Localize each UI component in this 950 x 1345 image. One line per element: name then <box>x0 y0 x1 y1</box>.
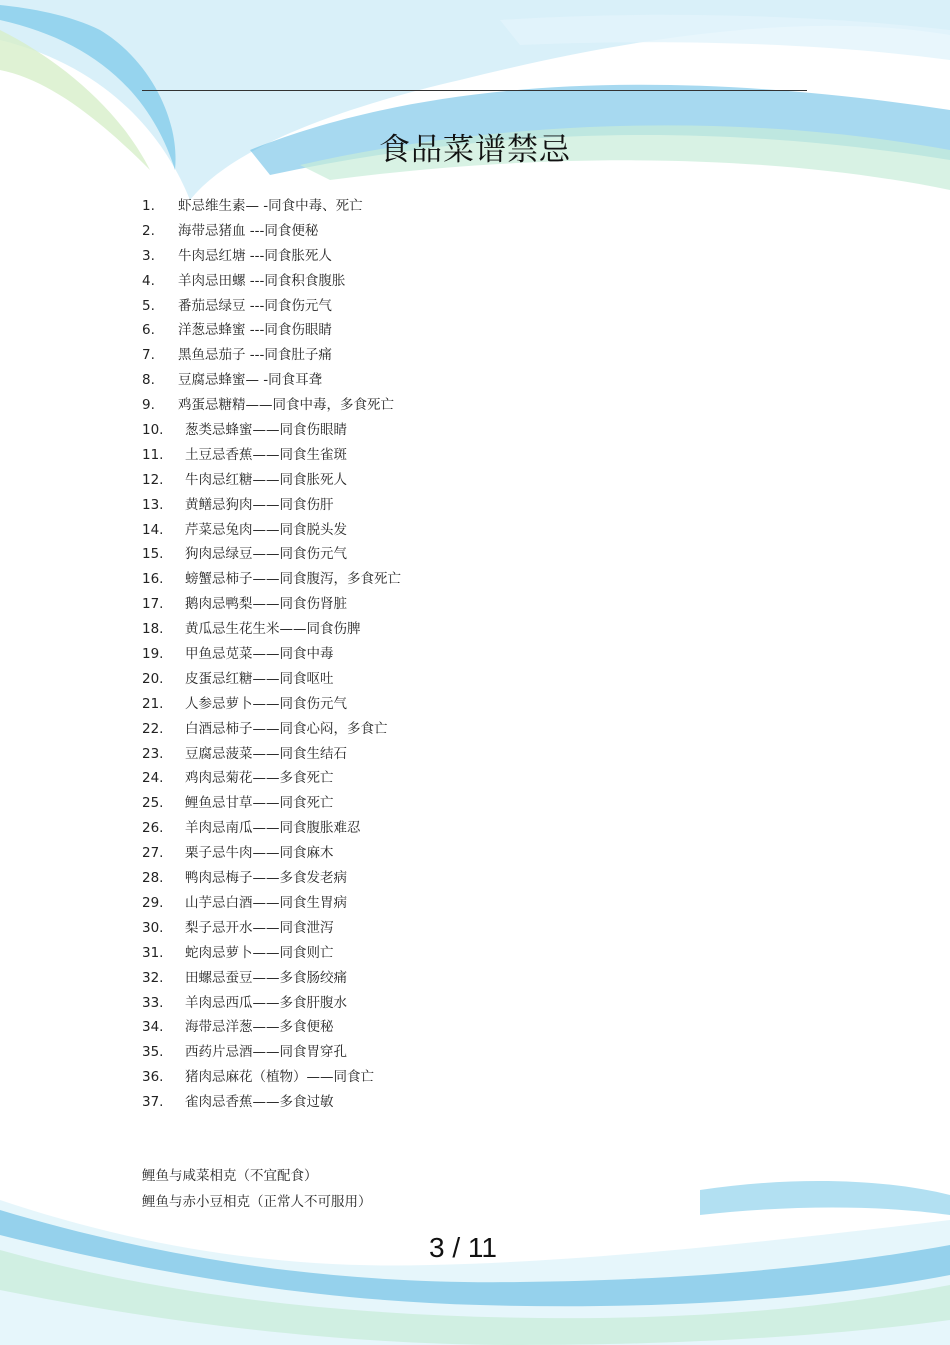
item-number: 12. <box>142 471 164 488</box>
item-text: 白酒忌柿子——同食心闷，多食亡 <box>185 720 388 737</box>
item-number: 3. <box>142 247 155 264</box>
item-number: 35. <box>142 1044 164 1061</box>
item-number: 11. <box>142 446 164 463</box>
item-number: 16. <box>142 571 164 588</box>
item-number: 13. <box>142 496 164 513</box>
item-text: 人参忌萝卜——同食伤元气 <box>185 695 347 712</box>
item-number: 32. <box>142 969 164 986</box>
item-text: 黄瓜忌生花生米——同食伤脾 <box>185 621 361 638</box>
item-text: 豆腐忌蜂蜜— -同食耳聋 <box>178 372 323 389</box>
item-number: 2. <box>142 222 155 239</box>
item-text: 皮蛋忌红糖——同食呕吐 <box>185 670 334 687</box>
item-text: 牛肉忌红糖——同食胀死人 <box>185 471 347 488</box>
item-number: 30. <box>142 919 164 936</box>
item-number: 6. <box>142 322 155 339</box>
item-number: 33. <box>142 994 164 1011</box>
item-text: 豆腐忌菠菜——同食生结石 <box>185 745 347 762</box>
page-title: 食品菜谱禁忌 <box>379 132 571 168</box>
item-text: 山芋忌白酒——同食生胃病 <box>185 894 347 911</box>
note-line: 鲤鱼与咸菜相克（不宜配食） <box>142 1168 318 1184</box>
item-number: 1. <box>142 198 155 214</box>
page-number: 3 / 11 <box>429 1232 497 1263</box>
item-number: 7. <box>142 347 155 364</box>
item-text: 黄鳝忌狗肉——同食伤肝 <box>185 496 334 513</box>
item-number: 5. <box>142 297 155 314</box>
item-text: 虾忌维生素— -同食中毒、死亡 <box>178 198 363 214</box>
item-number: 15. <box>142 546 164 563</box>
item-text: 鹅肉忌鸭梨——同食伤肾脏 <box>185 596 347 613</box>
item-text: 蛇肉忌萝卜——同食则亡 <box>185 944 334 961</box>
item-text: 海带忌猪血 ---同食便秘 <box>178 222 319 239</box>
item-text: 雀肉忌香蕉——多食过敏 <box>185 1094 334 1111</box>
item-text: 鸭肉忌梅子——多食发老病 <box>185 870 347 887</box>
note-line: 鲤鱼与赤小豆相克（正常人不可服用） <box>142 1194 372 1210</box>
item-number: 37. <box>142 1094 164 1111</box>
notes-section <box>142 1166 372 1218</box>
item-number: 20. <box>142 670 164 687</box>
item-text: 田螺忌蚕豆——多食肠绞痛 <box>185 969 347 986</box>
item-text: 猪肉忌麻花（植物）——同食亡 <box>185 1069 374 1086</box>
item-number: 22. <box>142 720 164 737</box>
item-number: 26. <box>142 820 164 837</box>
item-text: 栗子忌牛肉——同食麻木 <box>185 845 334 862</box>
item-number: 14. <box>142 521 164 538</box>
item-text: 葱类忌蜂蜜——同食伤眼睛 <box>185 422 347 439</box>
item-text: 羊肉忌南瓜——同食腹胀难忍 <box>185 820 361 837</box>
item-number: 24. <box>142 770 164 787</box>
item-number: 28. <box>142 870 164 887</box>
item-text: 牛肉忌红塘 ---同食胀死人 <box>178 247 332 264</box>
item-number: 18. <box>142 621 164 638</box>
item-text: 黑鱼忌茄子 ---同食肚子痛 <box>178 347 332 364</box>
item-number: 9. <box>142 397 155 414</box>
item-number: 31. <box>142 944 164 961</box>
item-text: 梨子忌开水——同食泄泻 <box>185 919 334 936</box>
item-text: 西药片忌酒——同食胃穿孔 <box>185 1044 347 1061</box>
item-number: 8. <box>142 372 155 389</box>
item-text: 鸡肉忌菊花——多食死亡 <box>185 770 334 787</box>
item-text: 芹菜忌兔肉——同食脱头发 <box>185 521 347 538</box>
item-text: 土豆忌香蕉——同食生雀斑 <box>185 446 347 463</box>
item-text: 鲤鱼忌甘草——同食死亡 <box>185 795 334 812</box>
item-text: 羊肉忌田螺 ---同食积食腹胀 <box>178 272 346 289</box>
item-text: 狗肉忌绿豆——同食伤元气 <box>185 546 347 563</box>
item-number: 25. <box>142 795 164 812</box>
item-number: 4. <box>142 272 155 289</box>
item-text: 番茄忌绿豆 ---同食伤元气 <box>178 297 332 314</box>
item-number: 19. <box>142 646 164 663</box>
item-text: 甲鱼忌苋菜——同食中毒 <box>185 646 334 663</box>
item-number: 23. <box>142 745 164 762</box>
item-text: 洋葱忌蜂蜜 ---同食伤眼睛 <box>178 322 332 339</box>
item-number: 36. <box>142 1069 164 1086</box>
item-number: 34. <box>142 1019 164 1036</box>
header-rule <box>142 90 807 91</box>
item-number: 17. <box>142 596 164 613</box>
item-number: 21. <box>142 695 164 712</box>
item-number: 27. <box>142 845 164 862</box>
item-text: 羊肉忌西瓜——多食肝腹水 <box>185 994 347 1011</box>
item-text: 海带忌洋葱——多食便秘 <box>185 1019 334 1036</box>
item-text: 螃蟹忌柿子——同食腹泻，多食死亡 <box>185 571 401 588</box>
item-number: 29. <box>142 894 164 911</box>
item-text: 鸡蛋忌糖精——同食中毒，多食死亡 <box>178 397 394 414</box>
item-number: 10. <box>142 422 164 439</box>
